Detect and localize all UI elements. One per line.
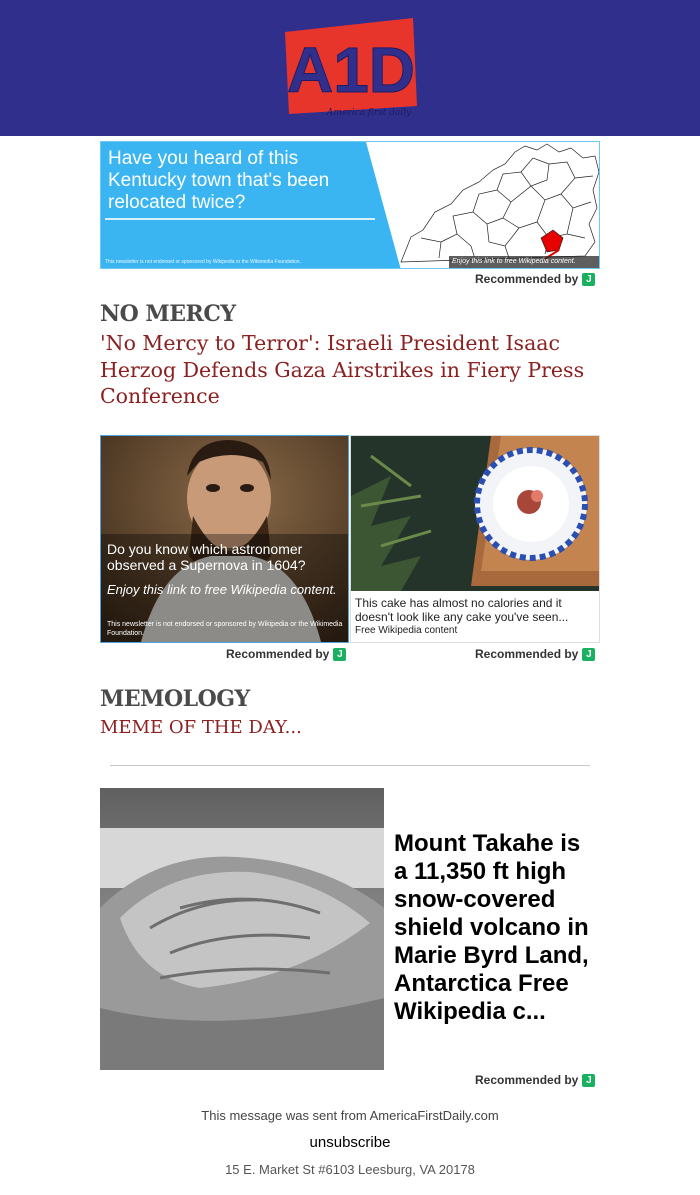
unsubscribe-link[interactable]: unsubscribe: [309, 1134, 391, 1151]
kentucky-ad-disclaimer: This newsletter is not endorsed or sponsored by Wikipedia or the Wikimedia Foundation.: [105, 259, 301, 265]
volcano-aerial-photo: [100, 788, 384, 1070]
recommended-by-badge[interactable]: [475, 647, 595, 661]
cake-ad-source: Free Wikipedia content: [355, 625, 458, 636]
recommended-by-label: Recommended by: [475, 647, 579, 661]
astronomer-ad[interactable]: [100, 435, 349, 643]
astronomer-ad-disclaimer: This newsletter is not endorsed or sponsored by Wikipedia or the Wikimedia Foundation.: [107, 621, 343, 637]
a1d-logo[interactable]: [281, 14, 419, 126]
astronomer-ad-enjoy-text: Enjoy this link to free Wikipedia content.: [107, 582, 337, 597]
astronomer-ad-question[interactable]: Do you know which astronomer observed a Supernova in 1604?: [107, 541, 306, 573]
j-icon: J: [582, 273, 595, 286]
cake-ad[interactable]: [350, 435, 600, 643]
recommended-by-label: Recommended by: [475, 272, 579, 286]
recommended-by-label: Recommended by: [226, 647, 330, 661]
j-icon: J: [333, 648, 346, 661]
meme-of-the-day-link[interactable]: MEME OF THE DAY...: [100, 717, 302, 738]
kentucky-ad[interactable]: [100, 141, 600, 269]
no-mercy-section-title: NO MERCY: [100, 301, 236, 327]
cake-ad-caption[interactable]: This cake has almost no calories and it doesn't look like any cake you've seen...: [355, 596, 569, 624]
header-banner: [0, 0, 700, 136]
memology-section-title: MEMOLOGY: [100, 686, 250, 712]
footer-sent-from: This message was sent from AmericaFirstDaily.com: [201, 1108, 499, 1123]
footer-address: 15 E. Market St #6103 Leesburg, VA 20178: [225, 1162, 475, 1177]
cake-plate-image: [351, 436, 600, 591]
j-icon: J: [582, 648, 595, 661]
kentucky-ad-headline[interactable]: Have you heard of this Kentucky town that's been relocated twice?: [108, 148, 330, 213]
logo-tagline: America first daily: [326, 108, 412, 118]
section-divider: [110, 765, 590, 766]
recommended-by-badge[interactable]: [475, 272, 595, 286]
j-icon: J: [582, 1074, 595, 1087]
kentucky-ad-map-caption: Enjoy this link to free Wikipedia content.: [449, 256, 599, 268]
recommended-by-badge[interactable]: [226, 647, 346, 661]
no-mercy-article-link[interactable]: 'No Mercy to Terror': Israeli President Isaac Herzog Defends Gaza Airstrikes in Fiery Press Conference: [100, 331, 585, 408]
mount-takahe-image[interactable]: [100, 788, 384, 1070]
astronomer-portrait-image: [101, 436, 348, 642]
recommended-by-label: Recommended by: [475, 1073, 579, 1087]
recommended-by-badge[interactable]: [475, 1073, 595, 1087]
logo-lettering: A1D: [286, 34, 416, 106]
kentucky-ad-underline: [105, 218, 375, 220]
mount-takahe-ad-text[interactable]: Mount Takahe is a 11,350 ft high snow-covered shield volcano in Marie Byrd Land, Antarctica Free Wikipedia c...: [394, 830, 589, 1025]
